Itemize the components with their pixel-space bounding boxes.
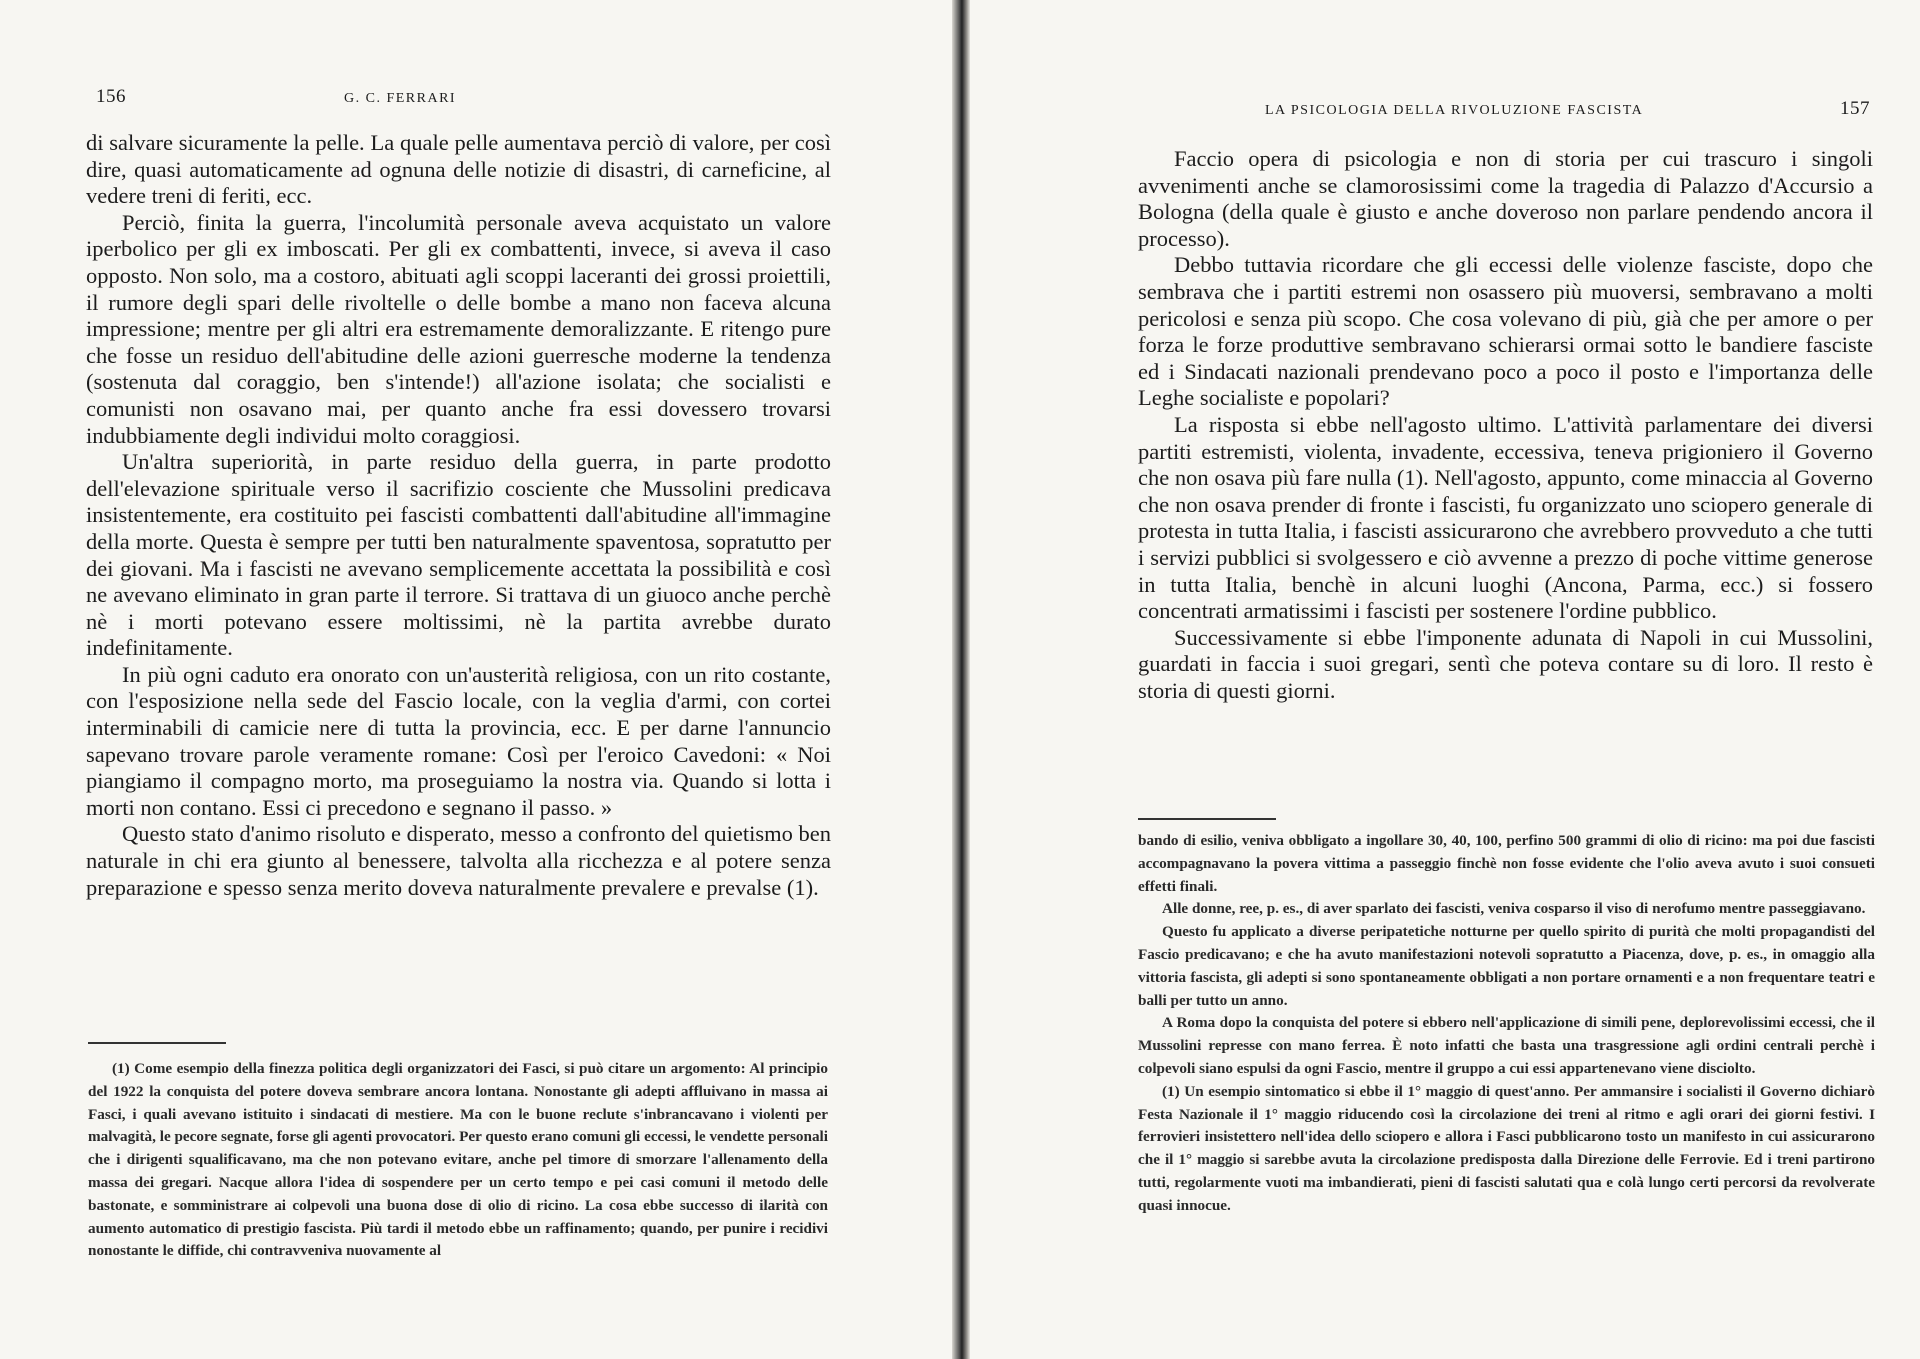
left-footnotes	[88, 1058, 828, 1263]
paragraph: Un'altra superiorità, in parte residuo della guerra, in parte prodotto dell'elevazione spirituale verso il sacrifizio cosciente che Mussolini predicava insistentemente, era costituito pei fascisti combattenti dall'abitudine all'immagine della morte. Questa è sempre per tutti ben naturalmente spaventosa, sopratutto per dei giovani. Ma i fascisti ne avevano semplicemente accettata la possibilità e così ne avevano eliminato in gran parte il terrore. Si trattava di un giuoco anche perchè nè i morti potevano essere moltissimi, nè la partita avrebbe durato indefinitamente.	[86, 449, 831, 661]
paragraph: Successivamente si ebbe l'imponente adunata di Napoli in cui Mussolini, guardati in faccia i suoi gregari, sentì che poteva contare su di loro. Il resto è storia di questi giorni.	[1138, 624, 1873, 703]
paragraph: Debbo tuttavia ricordare che gli eccessi delle violenze fasciste, dopo che sembrava che i partiti estremi non osassero più muoversi, sembravano a molti pericolosi e senza più scopo. Che cosa volevano di più, già che per amore o per forza le forze produttive sembravano schierarsi ormai sotto le bandiere fasciste ed i Sindacati nazionali prendevano poco a poco il posto e l'importanza delle Leghe socialiste e popolari?	[1138, 252, 1873, 411]
left-page-number: 156	[96, 86, 126, 107]
right-running-title: LA PSICOLOGIA DELLA RIVOLUZIONE FASCISTA	[1265, 103, 1644, 118]
footnote-rule	[88, 1042, 226, 1044]
paragraph: In più ogni caduto era onorato con un'austerità religiosa, con un rito costante, con l'esposizione nella sede del Fascio locale, con la veglia d'armi, con cortei interminabili di camicie nere di tutta la provincia, ecc. E per darne l'annuncio sapevano trovare parole veramente romane: Così per l'eroico Cavedoni: « Noi piangiamo il compagno morto, ma proseguiamo la nostra via. Quando si lotta i morti non contano. Essi ci precedono e segnano il passo. »	[86, 661, 831, 820]
footnote: A Roma dopo la conquista del potere si ebbero nell'applicazione di simili pene, deplorevolissimi eccessi, che il Mussolini represse con mano ferrea. È noto infatti che basta una trasgressione agli ordini centrali perchè i colpevoli siano espulsi da ogni Fascio, mentre il gruppo a cui essi appartenevano viene disciolto.	[1138, 1014, 1875, 1077]
footnote: bando di esilio, veniva obbligato a ingollare 30, 40, 100, perfino 500 grammi di olio di ricino: ma poi due fascisti accompagnavano la povera vittima a passeggio finchè non fosse evidente che l'olio aveva avuto i suoi consueti effetti finali.	[1138, 832, 1875, 895]
footnote: Questo fu applicato a diverse peripatetiche notturne per quello spirito di purità che molti propagandisti del Fascio predicavano; e che ha avuto manifestazioni notevoli sopratutto a Piacenza, dove, p. es., in omaggio alla vittoria fascista, gli adepti si sono spontaneamente obbligati a non portare ornamenti e a non frequentare teatri e balli per tutto un anno.	[1138, 923, 1875, 1009]
left-page	[0, 0, 958, 1359]
paragraph: La risposta si ebbe nell'agosto ultimo. L'attività parlamentare dei diversi partiti estremisti, violenta, invadente, eccessiva, teneva prigioniero il Governo che non osava più fare nulla (1). Nell'agosto, appunto, come minaccia al Governo che non osava prender di fronte i fascisti, fu organizzato uno sciopero generale di protesta in tutta Italia, i fascisti assicurarono che avrebbero provveduto a che tutti i servizi pubblici si svolgessero e ciò avvenne a prezzo di poche vittime generose in tutta Italia, benchè in alcuni luoghi (Ancona, Parma, ecc.) si fossero concentrati armatissimi i fascisti per sostenere l'ordine pubblico.	[1138, 411, 1873, 624]
footnote: (1) Come esempio della finezza politica degli organizzatori dei Fasci, si può citare un argomento: Al principio del 1922 la conquista del potere doveva sembrare ancora lontana. Nonostante gli adepti affluivano in massa ai Fasci, i quali avevano istituito i sindacati di mestiere. Ma con le buone reclute s'inbrancavano i violenti per malvagità, le pecore segnate, forse gli agenti provocatori. Per questo erano comuni gli eccessi, le vendette personali che i dirigenti squalificavano, ma che non potevano evitare, anche pel timore di smorzare l'allenamento della massa dei gregari. Nacque allora l'idea di sospendere per un certo tempo e pei casi comuni il metodo delle bastonate, e somministrare ai colpevoli una buona dose di olio di ricino. La cosa ebbe successo di ilarità con aumento automatico di prestigio fascista. Più tardi il metodo ebbe un raffinamento; quando, per punire i recidivi nonostante le diffide, chi contravveniva nuovamente al	[88, 1060, 828, 1260]
footnote: Alle donne, ree, p. es., di aver sparlato dei fascisti, veniva cosparso il viso di nerofumo mentre passeggiavano.	[1162, 900, 1866, 918]
left-running-title: G. C. FERRARI	[344, 91, 457, 106]
paragraph: Faccio opera di psicologia e non di storia per cui trascuro i singoli avvenimenti anche se clamorosissimi come la tragedia di Palazzo d'Accursio a Bologna (della quale è giusto e anche doveroso non parlare pendendo ancora il processo).	[1138, 146, 1873, 251]
right-running-head	[1265, 98, 1870, 124]
book-gutter	[952, 0, 970, 1359]
right-footnotes	[1138, 830, 1875, 1218]
right-body-text	[1138, 146, 1873, 704]
paragraph: Questo stato d'animo risoluto e disperato, messo a confronto del quietismo ben naturale in chi era giunto al benessere, talvolta alla ricchezza e al potere senza preparazione e spesso senza merito doveva naturalmente prevalere e prevalse (1).	[86, 821, 831, 900]
left-body-text	[86, 130, 831, 901]
left-running-head	[96, 86, 856, 112]
paragraph: Perciò, finita la guerra, l'incolumità personale aveva acquistato un valore iperbolico per gli ex imboscati. Per gli ex combattenti, invece, si aveva il caso opposto. Non solo, ma a costoro, abituati agli scoppi laceranti dei grossi proiettili, il rumore degli spari delle rivoltelle o delle bombe a mano non faceva alcuna impressione; mentre per gli altri era estremamente demoralizzante. E ritengo pure che fosse un residuo dell'abitudine delle azioni guerresche moderne la tendenza (sostenuta dal coraggio, ben s'intende!) all'azione isolata; che socialisti e comunisti non osavano mai, per quanto anche fra essi dovessero trovarsi indubbiamente degli individui molto coraggiosi.	[86, 209, 831, 448]
footnote-rule	[1138, 818, 1276, 820]
paragraph: di salvare sicuramente la pelle. La quale pelle aumentava perciò di valore, per così dire, quasi automaticamente ad ognuna delle notizie di disastri, di carneficine, al vedere treni di feriti, ecc.	[86, 130, 831, 209]
footnote: (1) Un esempio sintomatico si ebbe il 1° maggio di quest'anno. Per ammansire i socialisti il Governo dichiarò Festa Nazionale il 1° maggio riducendo così la circolazione dei treni al ritmo e agli orari dei giorni festivi. I ferrovieri insistettero nell'idea dello sciopero e allora i Fasci pubblicarono tosto un manifesto in cui assicurarono che il 1° maggio si sarebbe avuta la circolazione predisposta dalla Direzione delle Ferrovie. Ed i treni partirono tutti, regolarmente vuoti ma imbandierati, pieni di fascisti salutati qua e colà lungo certi percorsi da revolverate quasi innocue.	[1138, 1082, 1875, 1214]
right-page-number: 157	[1840, 98, 1870, 119]
